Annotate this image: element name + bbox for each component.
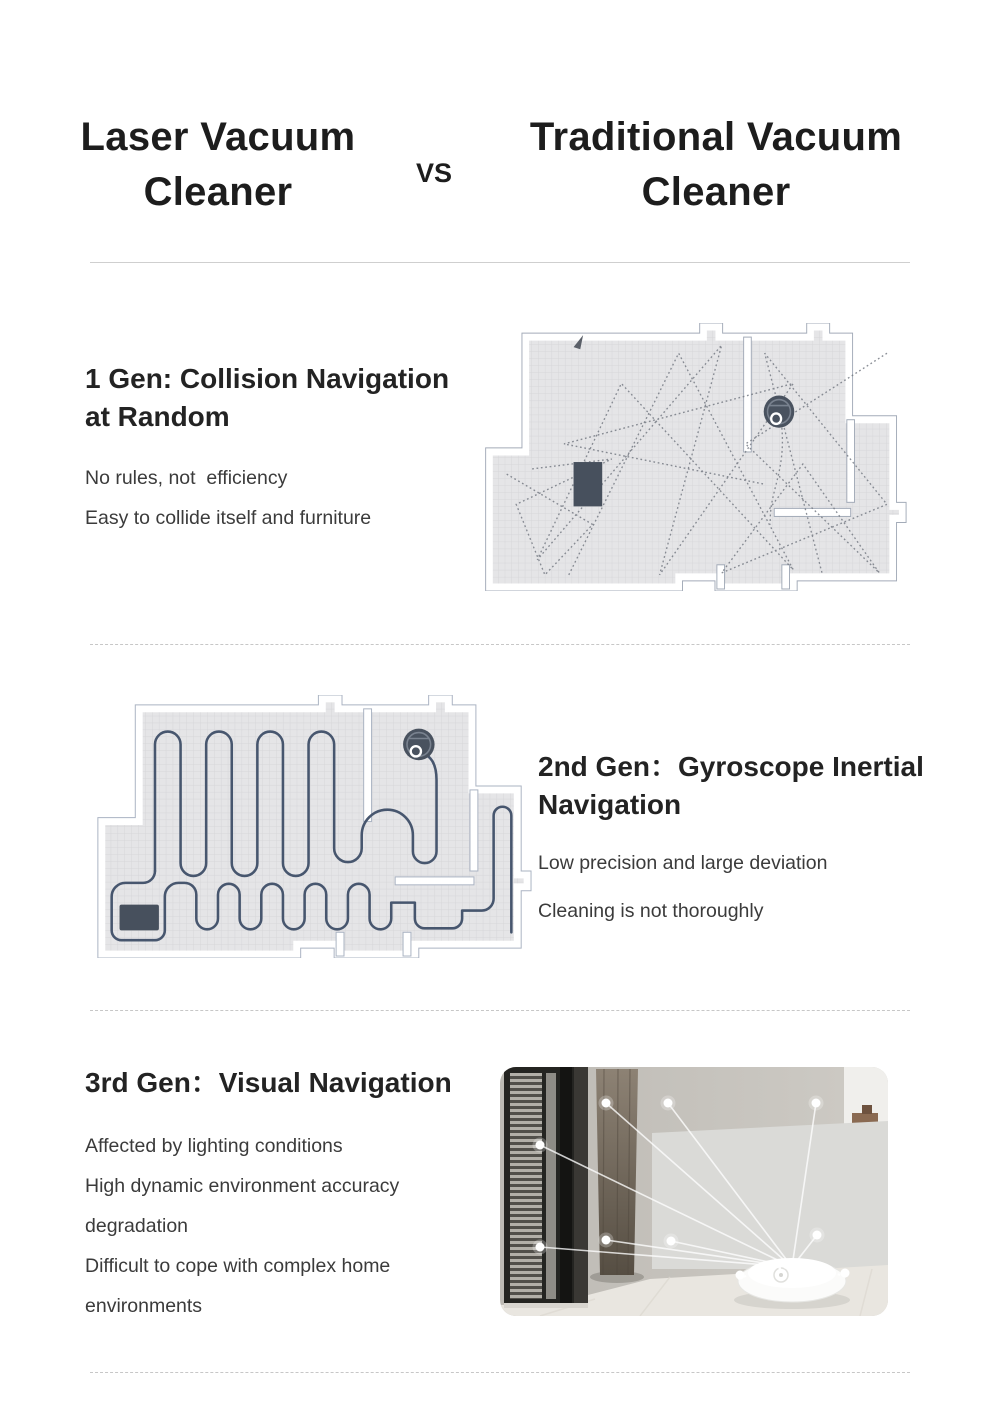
furniture-block xyxy=(120,905,159,931)
gen3-text-block xyxy=(85,1064,485,1326)
gen1-text-block xyxy=(85,360,470,545)
robot-vacuum-icon xyxy=(403,729,435,761)
section-divider-2 xyxy=(90,1010,910,1011)
gen1-bullet-1: No rules, not efficiency xyxy=(85,467,288,489)
section-divider-3 xyxy=(90,1372,910,1373)
floorplan-walls xyxy=(489,327,902,589)
gen2-bullets xyxy=(538,850,980,924)
gen3-bullet-3: Difficult to cope with complex home environments xyxy=(85,1255,396,1317)
visual-navigation-photo xyxy=(500,1067,888,1316)
robot-vacuum-icon xyxy=(764,396,795,428)
section-divider-1 xyxy=(90,644,910,645)
random-navigation-floorplan-illustration xyxy=(478,323,908,591)
gen1-bullets xyxy=(85,465,470,531)
header-divider xyxy=(90,262,910,263)
furniture-block xyxy=(574,462,603,506)
visual-navigation-scene xyxy=(500,1067,888,1316)
gen1-bullet-2: Easy to collide itself and furniture xyxy=(85,507,372,529)
left-product-title: Laser Vacuum Cleaner xyxy=(80,115,356,214)
gen2-text-block xyxy=(538,748,980,946)
gen3-heading: 3rd Gen：Visual Navigation xyxy=(85,1067,452,1098)
right-product-title: Traditional Vacuum Cleaner xyxy=(529,115,903,214)
gen2-heading: 2nd Gen：Gyroscope Inertial Navigation xyxy=(538,751,924,820)
gen2-bullet-2: Cleaning is not thoroughly xyxy=(538,900,764,922)
window-blinds-door xyxy=(504,1067,588,1308)
vs-label: VS xyxy=(415,157,453,188)
shelf-item xyxy=(862,1105,872,1114)
comparison-header xyxy=(0,110,1000,220)
gen2-bullet-1: Low precision and large deviation xyxy=(538,852,828,874)
gen1-heading: 1 Gen: Collision Navigation at Random xyxy=(85,363,450,432)
gen3-bullet-1: Affected by lighting conditions xyxy=(85,1135,343,1157)
gen3-bullets xyxy=(85,1126,485,1326)
serpentine-navigation-floorplan-illustration xyxy=(90,695,533,958)
gen3-bullet-2: High dynamic environment accuracy degradation xyxy=(85,1175,405,1237)
